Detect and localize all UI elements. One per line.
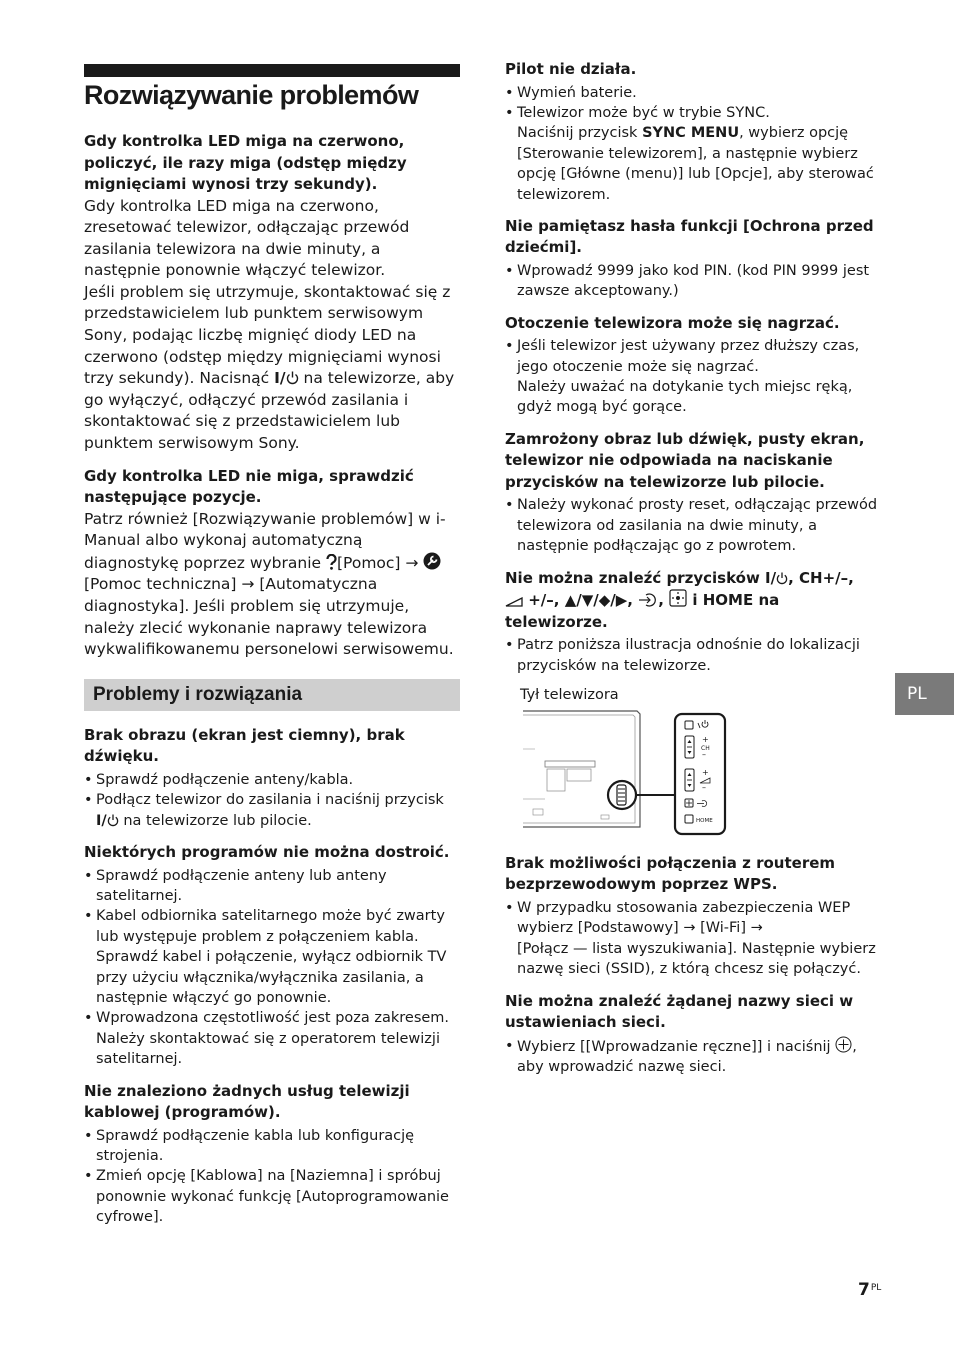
r6-list (505, 898, 885, 980)
arrow-1: → (405, 553, 419, 572)
volume-icon (505, 597, 523, 607)
q1-heading: Brak obrazu (ekran jest ciemny), brak dźwięku. (84, 725, 405, 766)
intro-paragraph-1: Gdy kontrolka LED miga na czerwono, zresetować telewizor, odłączając przewód zasilania telewizora na dwie minuty, a następnie ponownie włączyć telewizor. (84, 196, 410, 280)
q2-list (84, 866, 460, 1070)
r5-heading-b: , CH+/–, (788, 568, 854, 587)
power-icon (776, 572, 788, 585)
list-item (505, 1036, 885, 1078)
list-item: • Wprowadź 9999 jako kod PIN. (kod PIN 9999 jest zawsze akceptowany.) (505, 261, 885, 302)
r3-item1-a: Jeśli telewizor jest używany przez dłuższy czas, jego otoczenie może się nagrzać. (517, 338, 860, 375)
power-symbol-text: I/ (274, 369, 286, 388)
right-column (505, 59, 885, 1088)
q1-block (84, 725, 460, 831)
q2-block (84, 842, 460, 1070)
r5-heading-d: i HOME na telewizorze. (505, 591, 780, 631)
page-number (858, 1280, 881, 1300)
q3-block (84, 1081, 460, 1228)
r3-heading: Otoczenie telewizora może się nagrzać. (505, 313, 840, 332)
list-item: • Patrz poniższa ilustracja odnośnie do lokalizacji przycisków na telewizorze. (505, 635, 885, 676)
r1-block (505, 59, 885, 205)
list-item (505, 898, 885, 980)
page-title: Rozwiązywanie problemów (84, 80, 419, 110)
led-p-end: [Automatyczna diagnostyka]. Jeśli problem się utrzymuje, należy zlecić wykonanie naprawy telewizora wykwalifikowanemu personelowi serwisowemu. (84, 575, 454, 659)
led-heading: Gdy kontrolka LED nie miga, sprawdzić następujące pozycje. (84, 466, 414, 507)
r6-item-b: [Wi-Fi] (700, 920, 746, 937)
title-bar-decoration (84, 64, 460, 77)
r3-block (505, 313, 885, 418)
list-item (84, 790, 460, 831)
arrow: → (683, 920, 696, 937)
list-item: • Zmień opcję [Kablowa] na [Naziemna] i spróbuj ponownie wykonać funkcję [Autoprogramowanie cyfrowe]. (84, 1166, 460, 1227)
r7-heading: Nie można znaleźć żądanej nazwy sieci w ustawieniach sieci. (505, 991, 854, 1032)
r5-heading: Nie można znaleźć przycisków I/ , CH+/–, +/–, ▲/▼/◆/▶, , i HOME na telewizorze. (505, 568, 854, 631)
power-icon (107, 814, 119, 827)
intro-p2-end: na telewizorze, aby go wyłączyć, odłączyć przewód zasilania i skontaktować się z przedstawicielem lub punktem serwisowym Sony. (84, 369, 455, 453)
q3-list (84, 1126, 460, 1228)
page-number-value: 7 (858, 1280, 870, 1300)
r5-heading-a: Nie można znaleźć przycisków I/ (505, 568, 777, 587)
led-p-start: Patrz również [Rozwiązywanie problemów] w i-Manual albo wykonaj automatyczną diagnostykę poprzez wybranie (84, 509, 446, 572)
vol-plus-label: + (702, 767, 709, 777)
list-item: • Sprawdź podłączenie anteny lub anteny satelitarnej. (84, 866, 460, 907)
r1-list (505, 83, 885, 205)
intro-heading: Gdy kontrolka LED miga na czerwono, policzyć, ile razy miga (odstęp między mignięciami wynosi trzy sekundy). (84, 132, 407, 193)
r1-item2-line1: Telewizor może być w trybie SYNC. (517, 104, 770, 121)
tv-back-illustration (505, 709, 735, 839)
arrow-2: → (241, 575, 255, 594)
r7-list (505, 1036, 885, 1078)
r1-heading: Pilot nie działa. (505, 60, 637, 78)
arrow: → (750, 920, 763, 937)
q1-list (84, 770, 460, 831)
section-header-problems: Problemy i rozwiązania (84, 679, 460, 711)
r4-list (505, 495, 885, 556)
input-select-icon (638, 593, 658, 607)
ch-label: CH (701, 744, 710, 752)
r7-block (505, 991, 885, 1078)
list-item: • Kabel odbiornika satelitarnego może być zwarty lub występuje problem z połączeniem kabla. Sprawdź kabel i połączenie, wyłącz odbiornik TV przy użyciu włącznika/wyłącznika zasilania, a następnie włączyć go ponownie. (84, 906, 460, 1008)
r6-item-a: W przypadku stosowania zabezpieczenia WEP wybierz [Podstawowy] (517, 899, 851, 937)
enter-button-icon (669, 589, 687, 607)
power-symbol-text: I/ (96, 812, 107, 829)
r6-heading: Brak możliwości połączenia z routerem bezprzewodowym poprzez WPS. (505, 853, 836, 894)
q1-item2-text: Podłącz telewizor do zasilania i naciśnij przycisk (96, 792, 444, 809)
list-item: • Sprawdź podłączenie kabla lub konfigurację strojenia. (84, 1126, 460, 1167)
r1-item2-start: Naciśnij przycisk (517, 125, 638, 142)
power-icon (286, 371, 299, 385)
r2-block (505, 216, 885, 302)
list-item: • Wymień baterie. (505, 83, 885, 103)
q3-heading: Nie znaleziono żadnych usług telewizji kablowej (programów). (84, 1081, 410, 1122)
list-item: • Należy wykonać prosty reset, odłączając przewód telewizora od zasilania na dwie minuty, a następnie podłączając go z powrotem. (505, 495, 885, 556)
help-link-text: [Pomoc] (337, 553, 401, 572)
r2-heading: Nie pamiętasz hasła funkcji [Ochrona przed dziećmi]. (505, 216, 874, 257)
list-item (505, 336, 885, 418)
q2-heading: Niektórych programów nie można dostroić. (84, 843, 450, 861)
r6-item-c: [Połącz — lista wyszukiwania]. Następnie wybierz nazwę sieci (SSID), z którą chcesz się połączyć. (517, 940, 876, 978)
support-link-text: [Pomoc techniczna] (84, 575, 237, 594)
vol-minus-label: – (702, 782, 706, 792)
ch-plus-label: + (702, 734, 709, 744)
r5-list (505, 635, 885, 676)
intro-paragraph-2 (84, 282, 460, 455)
r7-item-b: , aby wprowadzić nazwę sieci. (517, 1038, 857, 1075)
language-tab: PL (895, 673, 954, 715)
r7-item-a: Wybierz [[Wprowadzanie ręczne]] i naciśnij (517, 1038, 831, 1055)
list-item: • Wprowadzona częstotliwość jest poza zakresem. Należy skontaktować się z operatorem telewizji satelitarnej. (84, 1008, 460, 1069)
ch-minus-label: – (702, 749, 706, 759)
left-column (84, 131, 460, 1239)
tv-back-diagram (505, 709, 885, 839)
page-number-suffix: PL (870, 1283, 882, 1293)
enter-circle-icon (835, 1036, 852, 1053)
list-item (505, 103, 885, 205)
intro-block (84, 131, 460, 455)
r2-list (505, 261, 885, 302)
help-question-icon (326, 554, 337, 570)
r5-heading-c: +/–, ▲/▼/◆/▶, (528, 591, 633, 610)
list-item: • Sprawdź podłączenie anteny/kabla. (84, 770, 460, 790)
r6-block (505, 853, 885, 980)
r3-item1-b: Należy uważać na dotykanie tych miejsc ręką, gdyż mogą być gorące. (517, 379, 853, 416)
r1-item2-end: , wybierz opcję [Sterowanie telewizorem], a następnie wybierz opcję [Główne (menu)] lub [Opcje], aby sterować telewizorem. (517, 125, 874, 203)
r3-list (505, 336, 885, 418)
intro-p2-start: Jeśli problem się utrzymuje, skontaktować się z przedstawicielem lub punktem serwisowym Sony, podając liczbę mignięć diody LED na czerwono (odstęp między mignięciami wynosi trzy sekundy). Nacisnąć (84, 282, 451, 388)
diagram-label: Tył telewizora (520, 686, 619, 703)
r4-heading: Zamrożony obraz lub dźwięk, pusty ekran, telewizor nie odpowiada na naciskanie przycisków na telewizorze lub pilocie. (505, 429, 865, 491)
home-label: HOME (696, 817, 713, 824)
r5-block (505, 568, 885, 676)
sync-menu-label: SYNC MENU (642, 125, 740, 142)
led-block (84, 466, 460, 661)
led-paragraph (84, 509, 460, 661)
r4-block (505, 429, 885, 557)
q1-item2-tail: na telewizorze lub pilocie. (123, 812, 312, 829)
technical-support-icon (423, 552, 441, 570)
